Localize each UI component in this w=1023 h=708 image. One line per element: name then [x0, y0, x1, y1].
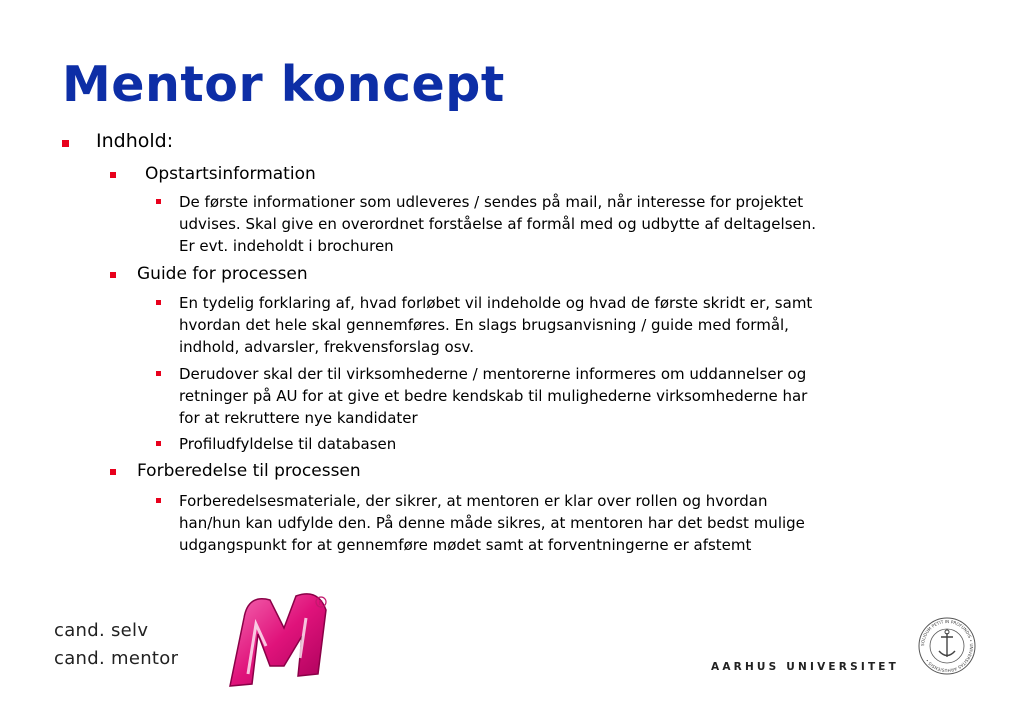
list-item: En tydelig forklaring af, hvad forløbet vil indeholde og hvad de første skridt er, samt hvordan det hele skal gennemføres. En slags brugsanvisning / guide med formål, indhold, advarsler, frekvensforslag osv. — [179, 294, 813, 356]
square-bullet-icon — [110, 172, 116, 178]
svg-text:SOLIDUM PETIT IN PROFUNDIS • U: SOLIDUM PETIT IN PROFUNDIS • UNIVERSITAS ARHUSIENSIS • — [919, 618, 975, 674]
square-bullet-icon — [156, 371, 161, 376]
square-bullet-icon — [156, 441, 161, 446]
slide-title: Mentor koncept — [62, 56, 505, 113]
university-name: AARHUS UNIVERSITET — [711, 661, 900, 673]
square-bullet-icon — [62, 140, 69, 147]
section-heading: Forberedelse til processen — [137, 461, 361, 481]
square-bullet-icon — [110, 272, 116, 278]
square-bullet-icon — [156, 300, 161, 305]
tagline-cand-selv: cand. selv — [54, 620, 149, 641]
tagline-cand-mentor: cand. mentor — [54, 648, 179, 669]
list-item: Forberedelsesmateriale, der sikrer, at mentoren er klar over rollen og hvordan han/hun kan udfylde den. På denne måde sikres, at mentoren har det bedst mulige udgangspunkt for at gennemføre mødet samt at forventningerne er afstemt — [179, 492, 805, 554]
list-item: De første informationer som udleveres / sendes på mail, når interesse for projektet udvises. Skal give en overordnet forståelse af formål med og udbytte af deltagelsen. Er evt. indeholdt i brochuren — [179, 193, 817, 255]
svg-text:R: R — [318, 599, 324, 607]
square-bullet-icon — [156, 498, 161, 503]
list-item: Profiludfyldelse til databasen — [179, 435, 397, 453]
university-seal-icon — [917, 616, 977, 676]
list-item: Derudover skal der til virksomhederne / mentorerne informeres om uddannelser og retninger på AU for at give et bedre kendskab til mulighederne virksomhederne har for at rekruttere nye kandidater — [179, 365, 808, 427]
m-logo-icon — [222, 588, 334, 694]
square-bullet-icon — [110, 469, 116, 475]
bullet-indhold: Indhold: — [96, 130, 174, 152]
section-heading: Opstartsinformation — [145, 164, 316, 184]
section-heading: Guide for processen — [137, 264, 308, 284]
square-bullet-icon — [156, 199, 161, 204]
